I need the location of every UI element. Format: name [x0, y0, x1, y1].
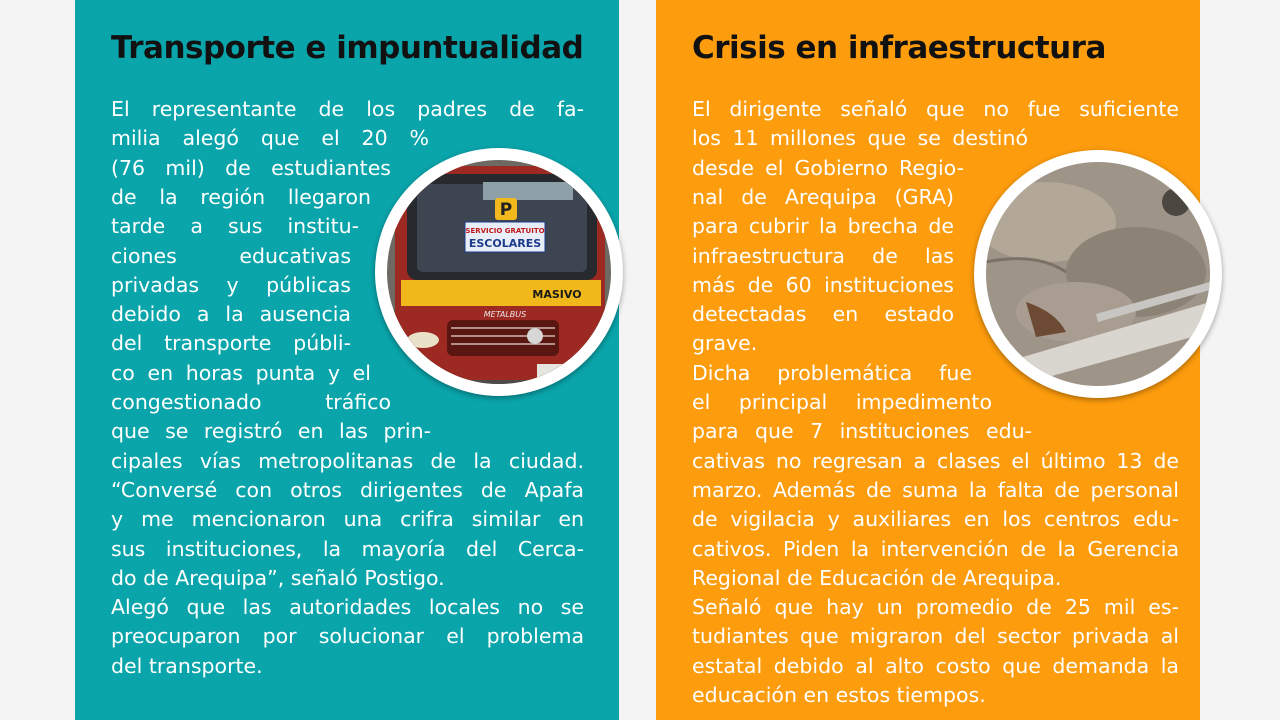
bus-sign-line1: SERVICIO GRATUITO [465, 227, 545, 235]
body-line: El representante de los padres de fa- [111, 97, 584, 121]
right-article-panel [656, 0, 1200, 720]
body-line: debido a la ausencia [111, 302, 351, 327]
body-line: estatal debido al alto costo que demanda la [692, 653, 1179, 678]
body-line: “Conversé con otros dirigentes de Apafa [111, 477, 584, 502]
body-line: de la región llegaron [111, 184, 371, 209]
body-line: grave. [692, 331, 758, 356]
body-line: Alegó que las autoridades locales no se [111, 595, 584, 620]
ceiling-photo [974, 150, 1222, 398]
body-line: ciones educativas [111, 243, 351, 268]
body-line: para cubrir la brecha de [692, 214, 954, 239]
left-article-title: Transporte e impuntualidad [111, 30, 584, 66]
ceiling-photo-image [986, 162, 1210, 386]
body-line: cativos. Piden la intervención de la Gerencia [692, 536, 1179, 561]
body-line: los 11 millones que se destinó [692, 126, 1028, 151]
body-line: preocuparon por solucionar el problema [111, 624, 584, 649]
body-line: do de Arequipa”, señaló Postigo. [111, 565, 445, 590]
body-line: milia alegó que el 20 % [111, 126, 429, 151]
body-line: del transporte. [111, 653, 263, 678]
body-line: co en horas punta y el [111, 360, 371, 385]
bus-sign-line2: ESCOLARES [468, 237, 542, 250]
bus-photo-image [387, 160, 611, 384]
body-line: Dicha problemática fue [692, 360, 972, 385]
body-line: marzo. Además de suma la falta de personal [692, 477, 1179, 502]
body-line: y me mencionaron una crifra similar en [111, 507, 584, 532]
body-line: tarde a sus institu- [111, 214, 359, 239]
body-line: infraestructura de las [692, 243, 954, 268]
body-line: congestionado tráfico [111, 390, 391, 414]
body-line: tudiantes que migraron del sector privada al [692, 624, 1179, 649]
body-line: educación en estos tiempos. [692, 683, 986, 707]
body-line: El dirigente señaló que no fue suficiente [692, 97, 1179, 121]
body-line: nal de Arequipa (GRA) [692, 184, 954, 209]
body-line: Señaló que hay un promedio de 25 mil es- [692, 595, 1179, 620]
body-line: desde el Gobierno Regio- [692, 155, 964, 180]
left-article-panel [75, 0, 619, 720]
body-line: cativas no regresan a clases el último 13 de [692, 448, 1179, 473]
bus-brand-text: MASIVO [532, 288, 582, 301]
grille-brand-text: METALBUS [483, 310, 527, 319]
body-line: detectadas en estado [692, 302, 954, 327]
body-line: para que 7 instituciones edu- [692, 419, 1032, 444]
body-line: privadas y públicas [111, 272, 351, 297]
right-article-title: Crisis en infraestructura [692, 30, 1106, 66]
body-line: el principal impedimento [692, 390, 992, 414]
bus-route-letter: P [499, 200, 513, 220]
body-line: que se registró en las prin- [111, 419, 431, 444]
bus-photo [375, 148, 623, 396]
body-line: sus instituciones, la mayoría del Cerca- [111, 536, 584, 561]
body-line: cipales vías metropolitanas de la ciudad. [111, 448, 584, 473]
body-line: (76 mil) de estudiantes [111, 155, 391, 180]
body-line: Regional de Educación de Arequipa. [692, 565, 1062, 590]
body-line: de vigilacia y auxiliares en los centros edu- [692, 507, 1179, 532]
body-line: del transporte públi- [111, 331, 351, 356]
body-line: más de 60 instituciones [692, 272, 954, 297]
